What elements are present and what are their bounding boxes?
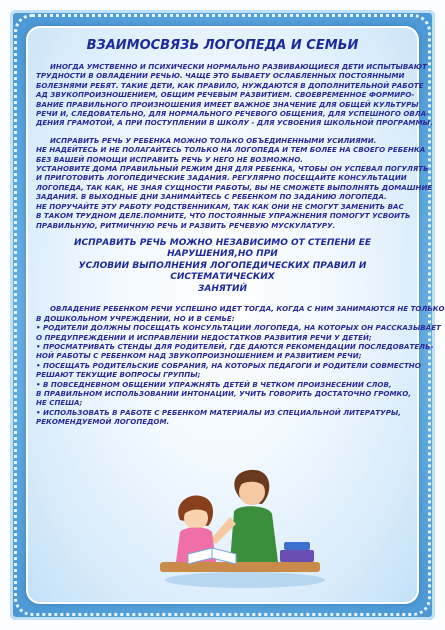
heading-line: ИСПРАВИТЬ РЕЧЬ МОЖНО НЕЗАВИСИМО ОТ СТЕПЕНИ ЕЕ НАРУШЕНИЯ,НО ПРИ: [73, 237, 371, 260]
text-line: НЕ ПОРУЧАЙТЕ ЭТУ РАБОТУ РОДСТВЕННИКАМ, ТАК КАК ОНИ НЕ СМОГУТ ЗАМЕНИТЬ ВАС: [36, 201, 404, 211]
text-line: БЕЗ ВАШЕЙ ПОМОЩИ ИСПРАВИТЬ РЕЧЬ У НЕГО НЕ ВОЗМОЖНО.: [36, 154, 303, 164]
text-line: ИСПРАВИТЬ РЕЧЬ У РЕБЕНКА МОЖНО ТОЛЬКО ОБЪЕДИНЕННЫМИ УСИЛИЯМИ.: [50, 135, 377, 145]
advice-paragraph: [36, 135, 433, 230]
text-line: В ТАКОМ ТРУДНОМ ДЕЛЕ.ПОМНИТЕ, ЧТО ПОСТОЯННЫЕ УПРАЖНЕНИЯ ПОМОГУТ УСВОИТЬ: [36, 211, 411, 221]
mother-and-child-reading-icon: [150, 462, 340, 592]
text-line: ПРАВИЛЬНУЮ, РИТМИЧНУЮ РЕЧЬ И РАЗВИТЬ РЕЧЕВУЮ МУСКУЛАТУРУ.: [36, 220, 336, 230]
list-item: • ИСПОЛЬЗОВАТЬ В РАБОТЕ С РЕБЕНКОМ МАТЕРИАЛЫ ИЗ СПЕЦИАЛЬНОЙ ЛИТЕРАТУРЫ,: [36, 407, 401, 417]
text-line: ВАНИЕ ПРАВИЛЬНОГО ПРОИЗНОШЕНИЯ ИМЕЕТ ВАЖНОЕ ЗНАЧЕНИЕ ДЛЯ ОБЩЕЙ КУЛЬТУРЫ: [36, 99, 419, 109]
text-line: АД ЗВУКОПРОИЗНОШЕНИЕМ, ОБЩИМ РЕЧЕВЫМ РАЗВИТИЕМ. СВОЕВРЕМЕННОЕ ФОРМИРО-: [36, 90, 415, 100]
text-line: О ПРЕДУПРЕЖДЕНИИ И ИСПРАВЛЕНИИ НЕДОСТАТКОВ РАЗВИТИЯ РЕЧИ У ДЕТЕЙ;: [36, 332, 372, 342]
list-item: • ПОСЕЩАТЬ РОДИТЕЛЬСКИЕ СОБРАНИЯ, НА КОТОРЫХ ПЕДАГОГИ И РОДИТЕЛИ СОВМЕСТНО: [36, 360, 421, 370]
list-item: • ПРОСМАТРИВАТЬ СТЕНДЫ ДЛЯ РОДИТЕЛЕЙ, ГДЕ ДАЮТСЯ РЕКОМЕНДАЦИИ ПОСЛЕДОВАТЕЛЬ-: [36, 342, 434, 352]
page-title: ВЗАИМОСВЯЗЬ ЛОГОПЕДА И СЕМЬИ: [86, 38, 359, 53]
text-line: ТРУДНОСТИ В ОВЛАДЕНИИ РЕЧЬЮ. ЧАЩЕ ЭТО БЫВАЕТУ ОСЛАБЛЕННЫХ ПОСТОЯННЫМИ: [36, 71, 405, 81]
recommendations-list: [36, 304, 445, 427]
text-line: РЕШАЮТ ТЕКУЩИЕ ВОПРОСЫ ГРУППЫ;: [36, 370, 201, 380]
section-heading: [36, 238, 409, 296]
text-line: НЕ СПЕША;: [36, 398, 83, 408]
heading-line: ЗАНЯТИЙ: [197, 283, 248, 294]
heading-line: УСЛОВИИ ВЫПОЛНЕНИЯ ЛОГОПЕДИЧЕСКИХ ПРАВИЛ И СИСТЕМАТИЧЕСКИХ: [78, 260, 367, 283]
list-item: • РОДИТЕЛИ ДОЛЖНЫ ПОСЕЩАТЬ КОНСУЛЬТАЦИИ ЛОГОПЕДА, НА КОТОРЫХ ОН РАССКАЗЫВАЕТ: [36, 323, 441, 333]
text-line: ЗАДАНИЯ. В ВЫХОДНЫЕ ДНИ ЗАНИМАЙТЕСЬ С РЕБЕНКОМ ПО ЗАДАНИЮ ЛОГОПЕДА.: [36, 192, 387, 202]
text-line: И ПРИГОТОВИТЬ ЛОГОПЕДИЧЕСКИЕ ЗАДАНИЯ. РЕГУЛЯРНО ПОСЕЩАЙТЕ КОНСУЛЬТАЦИИ: [36, 173, 407, 183]
text-line: НЕ НАДЕЙТЕСЬ И НЕ ПОЛАГАЙТЕСЬ ТОЛЬКО НА ЛОГОПЕДА И ТЕМ БОЛЕЕ НА СВОЕГО РЕБЕНКА: [36, 145, 426, 155]
text-line: УСТАНОВИТЕ ДОМА ПРАВИЛЬНЫЙ РЕЖИМ ДНЯ ДЛЯ РЕБЕНКА, ЧТОБЫ ОН УСПЕВАЛ ПОГУЛЯТЬ: [36, 164, 429, 174]
text-line: НОЙ РАБОТЫ С РЕБЕНКОМ НАД ЗВУКОПРОИЗНОШЕНИЕМ И РАЗВИТИЕМ РЕЧИ;: [36, 351, 362, 361]
text-line: БОЛЕЗНЯМИ РЕБЯТ. ТАКИЕ ДЕТИ, КАК ПРАВИЛО, НУЖДАЮТСЯ В ДОПОЛНИТЕЛЬНОЙ РАБОТЕ: [36, 80, 424, 90]
text-line: ОВЛАДЕНИЕ РЕБЕНКОМ РЕЧИ УСПЕШНО ИДЕТ ТОГДА, КОГДА С НИМ ЗАНИМАЮТСЯ НЕ ТОЛЬКО: [50, 304, 445, 314]
list-item: • В ПОВСЕДНЕВНОМ ОБЩЕНИИ УПРАЖНЯТЬ ДЕТЕЙ В ЧЕТКОМ ПРОИЗНЕСЕНИИ СЛОВ,: [36, 379, 392, 389]
text-line: РЕЧИ И, СЛЕДОВАТЕЛЬНО, ДЛЯ НОРМАЛЬНОГО РЕЧЕВОГО ОБЩЕНИЯ, ДЛЯ УСПЕШНОГО ОВЛА-: [36, 109, 430, 119]
text-line: ЛОГОПЕДА, ТАК КАК, НЕ ЗНАЯ СУЩНОСТИ РАБОТЫ, ВЫ НЕ СМОЖЕТЕ ВЫПОЛНЯТЬ ДОМАШНИЕ: [36, 182, 433, 192]
text-line: РЕКОМЕНДУЕМОЙ ЛОГОПЕДОМ.: [36, 417, 170, 427]
intro-paragraph: [36, 62, 433, 128]
text-line: ИНОГДА УМСТВЕННО И ПСИХИЧЕСКИ НОРМАЛЬНО РАЗВИВАЮЩИЕСЯ ДЕТИ ИСПЫТЫВАЮТ: [50, 62, 427, 71]
text-line: В ДОШКОЛЬНОМ УЧРЕЖДЕНИИ, НО И В СЕМЬЕ:: [36, 313, 235, 323]
poster-text: [36, 38, 445, 435]
text-line: В ПРАВИЛЬНОМ ИСПОЛЬЗОВАНИИ ИНТОНАЦИИ, УЧИТЬ ГОВОРИТЬ ДОСТАТОЧНО ГРОМКО,: [36, 389, 412, 399]
text-line: ДЕНИЯ ГРАМОТОЙ, А ПРИ ПОСТУПЛЕНИИ В ШКОЛУ - ДЛЯ УСВОЕНИЯ ШКОЛЬНОЙ ПРОГРАММЫ.: [36, 118, 433, 128]
